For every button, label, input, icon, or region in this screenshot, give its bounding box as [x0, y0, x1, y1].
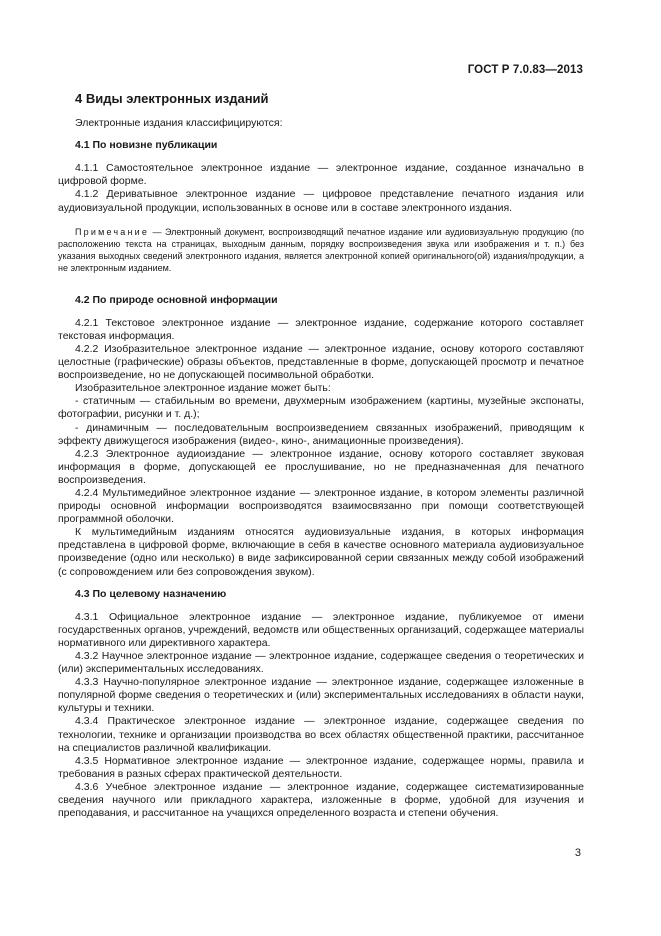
paragraph-4-2-3: 4.2.3 Электронное аудиоиздание — электронное издание, основу которого составляет звуковая информация в форме, допускающей ее прослушивание, но не предназначенная для печатного воспроизведения. — [58, 447, 584, 486]
paragraph-4-2-2-types: Изобразительное электронное издание может быть: — [75, 382, 331, 395]
list-item-dynamic: - динамичным — последовательным воспроизведением связанных изображений, приводящим к эффекту движущегося изображения (видео-, кино-, анимационные произведения). — [58, 421, 584, 447]
subsection-4-2-heading: 4.2 По природе основной информации — [75, 293, 278, 306]
paragraph-4-2-4: 4.2.4 Мультимедийное электронное издание — электронное издание, в котором элементы различной природы основной информации воспроизводятся взаимосвязанно при помощи соответствующей программной оболочки. — [58, 486, 584, 526]
subsection-4-3-heading: 4.3 По целевому назначению — [75, 587, 227, 600]
paragraph-4-2-2: 4.2.2 Изобразительное электронное издание — электронное издание, основу которого составляют целостные (графические) образы объектов, представленные в форме, допускающей просмотр и печатное воспроизведение, но не допускающей посимвольной обработки. — [58, 342, 584, 382]
list-item-static: - статичным — стабильным во времени, двухмерным изображением (картины, музейные экспонаты, фотографии, рисунки и т. д.); — [58, 395, 584, 421]
document-body — [58, 90, 584, 820]
paragraph-4-1-2: 4.1.2 Дериватывное электронное издание — цифровое представление печатного издания или аудиовизуальной продукции, использованных в основе или в составе электронного издания. — [58, 188, 584, 214]
paragraph-4-3-1: 4.3.1 Официальное электронное издание — электронное издание, публикуемое от имени государственных органов, учреждений, ведомств или общественных организаций, содержащее материалы нормативного или директивного характера. — [58, 610, 584, 649]
paragraph-4-1-1: 4.1.1 Самостоятельное электронное издание — электронное издание, созданное изначально в цифровой форме. — [58, 162, 584, 188]
paragraph-4-3-4: 4.3.4 Практическое электронное издание — электронное издание, содержащее сведения по технологии, технике и организации производства во всех областях общественной практики, рассчитанное на специалистов различной квалификации. — [58, 715, 584, 754]
subsection-4-1-heading: 4.1 По новизне публикации — [75, 139, 218, 152]
paragraph-multimedia: К мультимедийным изданиям относятся аудиовизуальные издания, в которых информация представлена в цифровой форме, включающие в себя в качестве основного материала аудиовизуальное произведение (одно или несколько) в виде зафиксированной серии связанных между собой изображений (с сопровождением или без сопровождения звуком). — [58, 526, 584, 578]
paragraph-4-3-2: 4.3.2 Научное электронное издание — электронное издание, содержащее сведения о теоретических и (или) экспериментальных исследованиях. — [58, 650, 584, 676]
paragraph-4-3-6: 4.3.6 Учебное электронное издание — электронное издание, содержащее систематизированные сведения научного или прикладного характера, изложенные в форме, удобной для изучения и преподавания, и рассчитанное на учащихся определенного возраста и степени обучения. — [58, 780, 584, 820]
section-4-intro: Электронные издания классифицируются: — [75, 117, 283, 130]
paragraph-4-2-1: 4.2.1 Текстовое электронное издание — электронное издание, содержание которого составляет текстовая информация. — [58, 316, 584, 342]
section-4-heading: 4 Виды электронных изданий — [75, 91, 269, 106]
paragraph-4-3-5: 4.3.5 Нормативное электронное издание — электронное издание, содержащее нормы, правила и требования в разных сферах практической деятельности. — [58, 754, 584, 780]
note-paragraph — [58, 226, 584, 274]
note-label: Примечание — [75, 226, 150, 237]
standard-code-header: ГОСТ Р 7.0.83—2013 — [467, 64, 583, 76]
paragraph-4-3-3: 4.3.3 Научно-популярное электронное издание — электронное издание, содержащее изложенные в популярной форме сведения о теоретических и (или) экспериментальных исследованиях в области науки, культуры и техники. — [58, 676, 584, 715]
page-number: 3 — [574, 847, 581, 859]
note-text: — Электронный документ, воспроизводящий печатное издание или аудиовизуальную продукцию (по расположению текста на страницах, выходным данным, порядку воспроизведения звука или изображения и т. п.) без указания выходных сведений электронного издания, является электронной копией оригинального(ой) издания/продукции, а не электронным изданием. — [58, 226, 584, 273]
